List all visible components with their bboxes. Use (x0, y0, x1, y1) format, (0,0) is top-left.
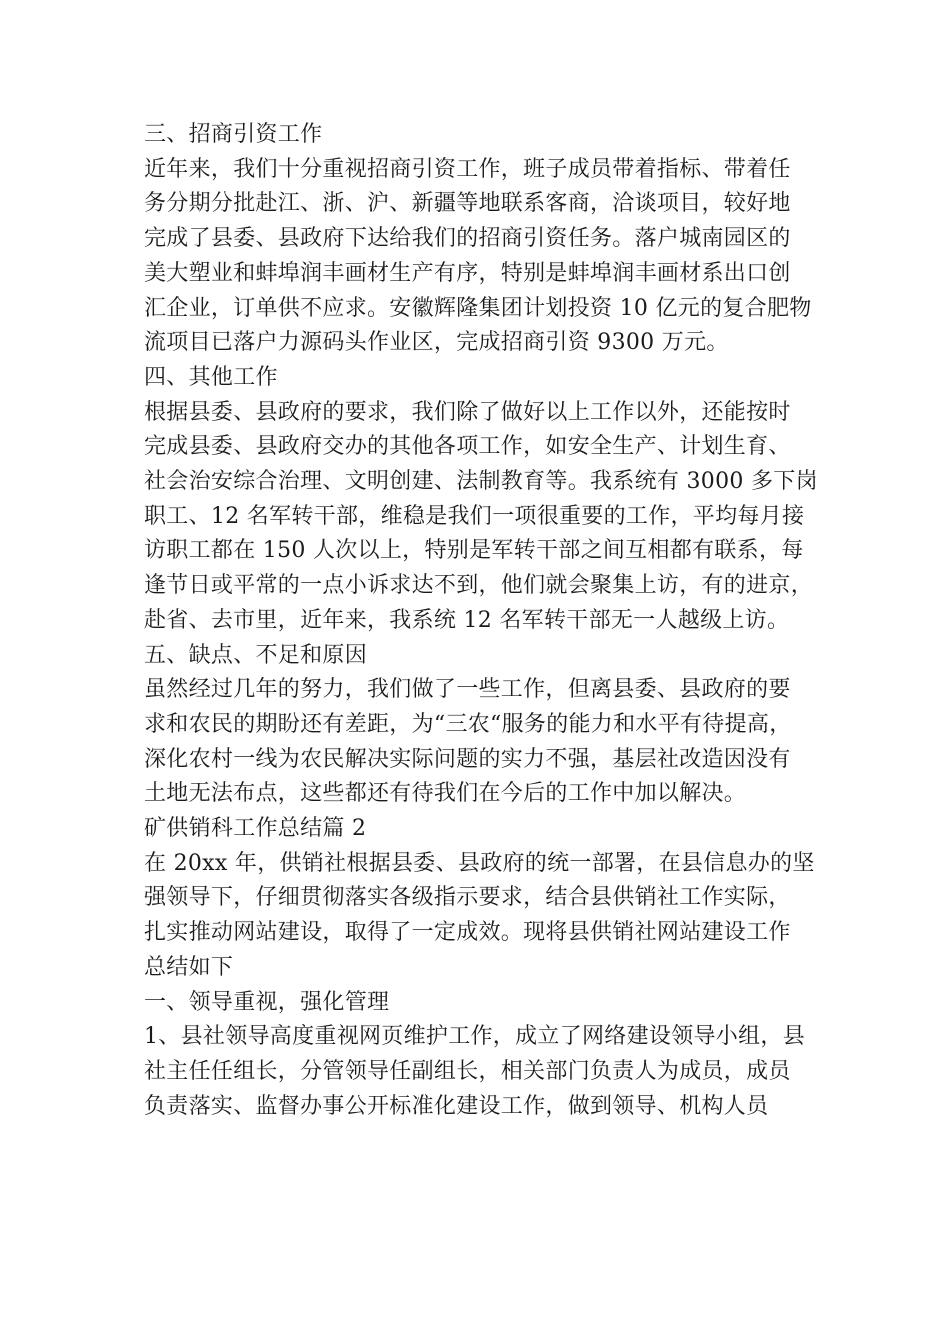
paragraph-line: 土地无法布点，这些都还有待我们在今后的工作中加以解决。 (144, 781, 747, 807)
section-heading-shortcomings: 五、缺点、不足和原因 (144, 642, 368, 668)
paragraph-line: 职工、12 名军转干部，维稳是我们一项很重要的工作，平均每月接 (144, 503, 805, 529)
paragraph-line: 逢节日或平常的一点小诉求达不到，他们就会聚集上访，有的进京， (144, 573, 814, 599)
paragraph-line: 赴省、去市里，近年来，我系统 12 名军转干部无一人越级上访。 (144, 607, 790, 633)
paragraph-line: 完成了县委、县政府下达给我们的招商引资任务。落户城南园区的 (144, 226, 791, 252)
paragraph-line: 完成县委、县政府交办的其他各项工作，如安全生产、计划生育、 (144, 434, 791, 460)
paragraph-line: 流项目已落户力源码头作业区，完成招商引资 9300 万元。 (144, 330, 729, 356)
paragraph-line: 负责落实、监督办事公开标准化建设工作，做到领导、机构人员 (144, 1093, 769, 1119)
paragraph-line: 虽然经过几年的努力，我们做了一些工作，但离县委、县政府的要 (144, 677, 791, 703)
paragraph-line: 社主任任组长，分管领导任副组长，相关部门负责人为成员，成员 (144, 1058, 791, 1084)
document-body (144, 118, 844, 1124)
section-heading-leadership: 一、领导重视，强化管理 (144, 989, 390, 1015)
article-title: 矿供销科工作总结篇 2 (144, 816, 367, 842)
section-heading-other-work: 四、其他工作 (144, 364, 278, 390)
paragraph-line: 总结如下 (144, 954, 234, 980)
paragraph-line: 求和农民的期盼还有差距，为“三农“服务的能力和水平有待提高， (144, 711, 792, 737)
paragraph-line: 强领导下，仔细贯彻落实各级指示要求，结合县供销社工作实际， (144, 885, 791, 911)
paragraph-line: 近年来，我们十分重视招商引资工作，班子成员带着指标、带着任 (144, 156, 791, 182)
paragraph-line: 社会治安综合治理、文明创建、法制教育等。我系统有 3000 多下岗 (144, 469, 818, 495)
paragraph-line: 在 20xx 年，供销社根据县委、县政府的统一部署，在县信息办的坚 (144, 850, 815, 876)
paragraph-line: 1、县社领导高度重视网页维护工作，成立了网络建设领导小组，县 (144, 1024, 805, 1050)
paragraph-line: 访职工都在 150 人次以上，特别是军转干部之间互相都有联系，每 (144, 538, 804, 564)
paragraph-line: 美大塑业和蚌埠润丰画材生产有序，特别是蚌埠润丰画材系出口创 (144, 260, 791, 286)
paragraph-line: 汇企业，订单供不应求。安徽辉隆集团计划投资 10 亿元的复合肥物 (144, 295, 812, 321)
paragraph-line: 务分期分批赴江、浙、沪、新疆等地联系客商，洽谈项目，较好地 (144, 191, 791, 217)
paragraph-line: 深化农村一线为农民解决实际问题的实力不强，基层社改造因没有 (144, 746, 791, 772)
paragraph-line: 根据县委、县政府的要求，我们除了做好以上工作以外，还能按时 (144, 399, 791, 425)
section-heading-investment: 三、招商引资工作 (144, 122, 323, 147)
paragraph-line: 扎实推动网站建设，取得了一定成效。现将县供销社网站建设工作 (144, 920, 791, 946)
